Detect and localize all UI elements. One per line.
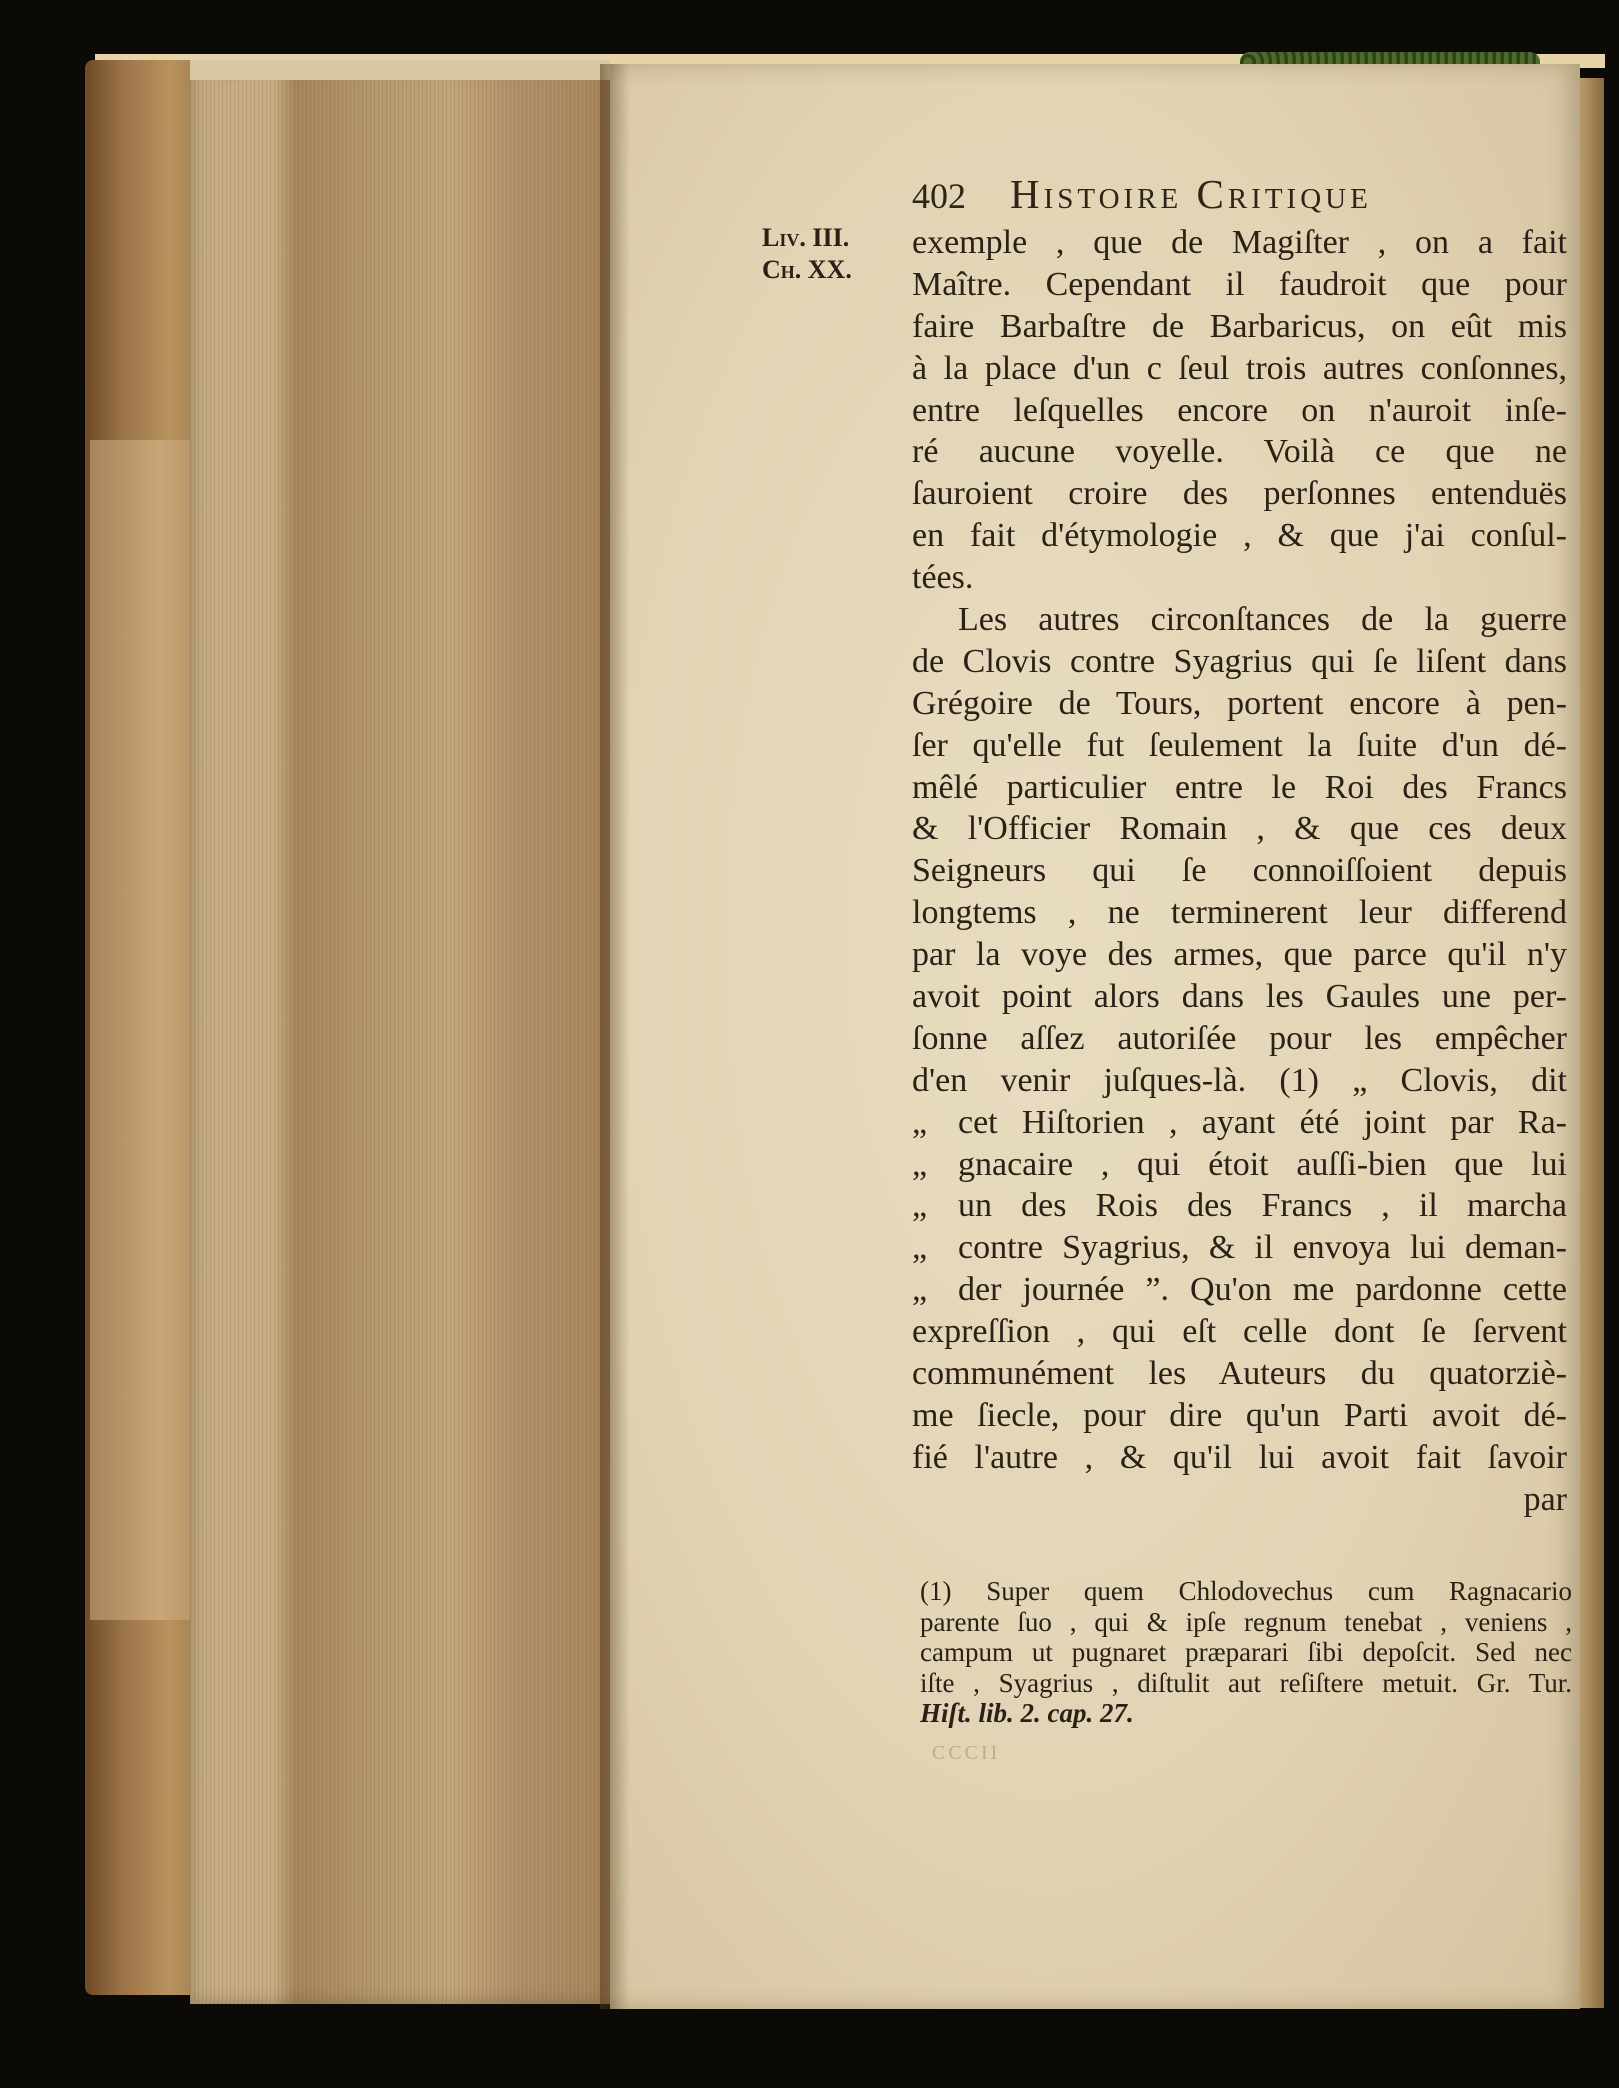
text-line: Grégoire de Tours, portent encore à pen- <box>912 684 1567 722</box>
footnote-line: parente ſuo , qui & ipſe regnum tenebat , veniens , <box>920 1606 1572 1637</box>
running-title: Histoire Critique <box>1010 171 1372 217</box>
quote-mark: „ <box>912 1271 928 1309</box>
catchword: par <box>1523 1480 1567 1518</box>
quoted-line: „ un des Rois des Francs , il marcha <box>912 1185 1567 1227</box>
text-line: fié l'autre , & qu'il lui avoit fait ſavoir <box>912 1438 1567 1476</box>
margin-note-book: Liv. III. <box>762 223 850 252</box>
page-block-edge <box>190 64 610 2004</box>
text-line: entre leſquelles encore on n'auroit inſe- <box>912 391 1567 429</box>
footnote <box>920 1576 1572 1729</box>
margin-note <box>762 222 882 286</box>
text-line: ſer qu'elle fut ſeulement la ſuite d'un dé- <box>912 726 1567 764</box>
text-line: en fait d'étymologie , & que j'ai conſul- <box>912 517 1567 555</box>
binding-flap <box>90 440 205 1620</box>
quote-mark: „ <box>912 1229 928 1267</box>
text-line: faire Barbaſtre de Barbaricus, on eût mis <box>912 307 1567 345</box>
quoted-line: „ der journée ”. Qu'on me pardonne cette <box>912 1269 1567 1311</box>
text-line: d'en venir juſques-là. (1) „ Clovis, dit <box>912 1061 1567 1099</box>
quote-mark: „ <box>912 1145 928 1183</box>
page-block-top <box>190 60 610 80</box>
page-number: 402 <box>912 176 966 216</box>
margin-note-chapter: Ch. XX. <box>762 255 852 284</box>
gutter-shadow <box>600 64 630 2009</box>
text-line: ſauroient croire des perſonnes entenduës <box>912 475 1567 513</box>
footnote-citation: Hiſt. lib. 2. cap. 27. <box>920 1698 1134 1728</box>
paragraph-start-line: Les autres circonſtances de la guerre <box>958 601 1567 639</box>
text-line: ſonne aſſez autoriſée pour les empêcher <box>912 1019 1567 1057</box>
text-line: par la voye des armes, que parce qu'il n'y <box>912 936 1567 974</box>
running-header <box>912 170 1532 226</box>
text-line: à la place d'un c ſeul trois autres conſonnes, <box>912 349 1567 387</box>
text-line: Maître. Cependant il faudroit que pour <box>912 265 1567 303</box>
text-line: tées. <box>912 559 974 597</box>
text-line: avoit point alors dans les Gaules une per- <box>912 978 1567 1016</box>
text-line: de Clovis contre Syagrius qui ſe liſent dans <box>912 642 1567 680</box>
footnote-line: (1) Super quem Chlodovechus cum Ragnacario <box>920 1576 1572 1606</box>
footnote-line: iſte , Syagrius , diſtulit aut reſiſtere metuit. Gr. Tur. <box>920 1667 1572 1698</box>
text-line: Seigneurs qui ſe connoiſſoient depuis <box>912 852 1567 890</box>
text-line: expreſſion , qui eſt celle dont ſe ſervent <box>912 1313 1567 1351</box>
bleed-through-text: CCCII <box>932 1742 1001 1764</box>
text-line: ré aucune voyelle. Voilà ce que ne <box>912 433 1567 471</box>
quoted-line: „ cet Hiſtorien , ayant été joint par Ra- <box>912 1102 1567 1144</box>
quoted-line: „ contre Syagrius, & il envoya lui deman- <box>912 1227 1567 1269</box>
body-text <box>912 222 1567 1521</box>
quote-mark: „ <box>912 1103 928 1141</box>
text-line: me ſiecle, pour dire qu'un Parti avoit dé- <box>912 1396 1567 1434</box>
quote-mark: „ <box>912 1187 928 1225</box>
text-line: longtems , ne terminerent leur differend <box>912 894 1567 932</box>
quoted-line: „ gnacaire , qui étoit auſſi-bien que lui <box>912 1144 1567 1186</box>
facing-page-edge <box>1580 78 1604 2008</box>
text-line: & l'Officier Romain , & que ces deux <box>912 810 1567 848</box>
footnote-line: campum ut pugnaret præparari ſibi depoſcit. Sed nec <box>920 1637 1572 1667</box>
text-line: mêlé particulier entre le Roi des Francs <box>912 768 1567 806</box>
text-line: communément les Auteurs du quatorziè- <box>912 1355 1567 1393</box>
text-line: exemple , que de Magiſter , on a fait <box>912 224 1567 261</box>
